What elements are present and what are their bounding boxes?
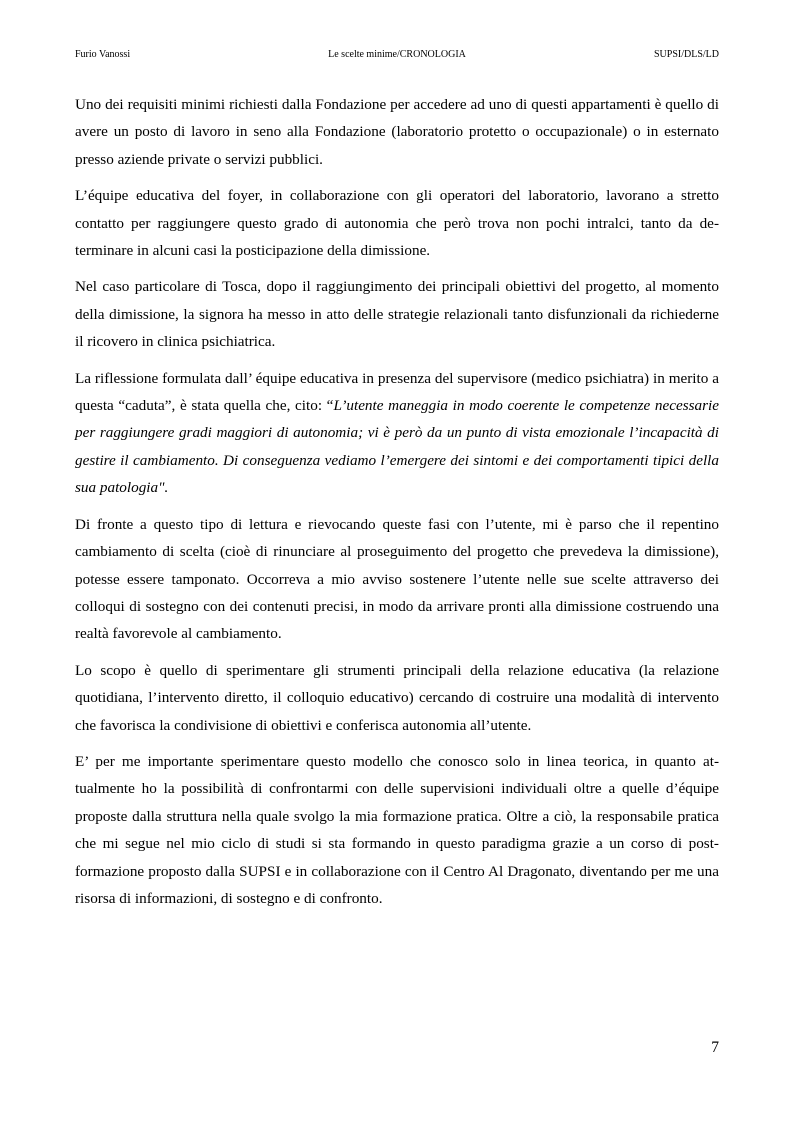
header-code: SUPSI/DLS/LD (653, 49, 719, 60)
body-text (75, 91, 719, 921)
paragraph-4 (75, 365, 719, 502)
header-author: Furio Vanossi (75, 49, 131, 60)
paragraph-6: Lo scopo è quello di sperimentare gli strumenti principali della relazione educativa (la relazione quotidiana, l’intervento diretto, il colloquio educativo) cercando di costruire una modalità di intervento che favorisca la condivisione di obiettivi e conferisca autonomia all’utente. (75, 661, 719, 734)
paragraph-2: L’équipe educativa del foyer, in collaborazione con gli operatori del laboratorio, lavorano a stretto contatto per raggiungere questo grado di autonomia che però trova non pochi intralci, tanto da determinare in alcuni casi la posticipazione della dimissione. (75, 187, 719, 260)
page-header (75, 48, 719, 62)
paragraph-1: Uno dei requisiti minimi richiesti dalla Fondazione per accedere ad uno di questi appartamenti è quello di avere un posto di lavoro in seno alla Fondazione (laboratorio protetto o occupazionale) o in esternato presso aziende private o servizi pubblici. (75, 96, 719, 168)
paragraph-5: Di fronte a questo tipo di lettura e rievocando queste fasi con l’utente, mi è parso che il repentino cambiamento di scelta (cioè di rinunciare al proseguimento del progetto che prevedeva la dimissione), potesse essere tamponato. Occorreva a mio avviso sostenere l’utente nelle sue scelte attraverso dei colloqui di sostegno con dei contenuti precisi, in modo da arrivare pronti alla dimissione costruendo una realtà favorevole al cambiamento. (75, 515, 719, 643)
page-number: 7 (711, 1039, 719, 1056)
paragraph-3: Nel caso particolare di Tosca, dopo il raggiungimento dei principali obiettivi del progetto, al momento della dimissione, la signora ha messo in atto delle strategie relazionali tanto disfunzionali da richiederne il ricovero in clinica psichiatrica. (75, 278, 719, 351)
paragraph-4-intro: La riflessione formulata dall’ équipe educativa in presenza del supervisore (medico psichiatra) in merito a questa “caduta”, è stata quella che, cito: “ (75, 369, 719, 415)
paragraph-7: E’ per me importante sperimentare questo modello che conosco solo in linea teorica, in quanto attualmente ho la possibilità di confrontarmi con delle supervisioni individuali oltre a quelle d’équipe proposte dalla struttura nella quale svolgo la mia formazione pratica. Oltre a ciò, la responsabile pratica che mi segue nel mio ciclo di studi si sta formando in questo paradigma grazie a un corso di post-formazione proposto dalla SUPSI e in collaborazione con il Centro Al Dragonato, diventando per me una risorsa di informazioni, di sostegno e di confronto. (75, 752, 719, 907)
paragraph-4-quote: L’utente maneggia in modo coerente le competenze necessarie per raggiungere gradi maggiori di autonomia; vi è però da un punto di vista emozionale l’incapacità di gestire il cambiamento. Di conseguenza vediamo l’emergere dei sintomi e dei comportamenti tipici della sua patologia". (75, 397, 719, 497)
header-title: Le scelte minime/CRONOLOGIA (328, 49, 466, 60)
